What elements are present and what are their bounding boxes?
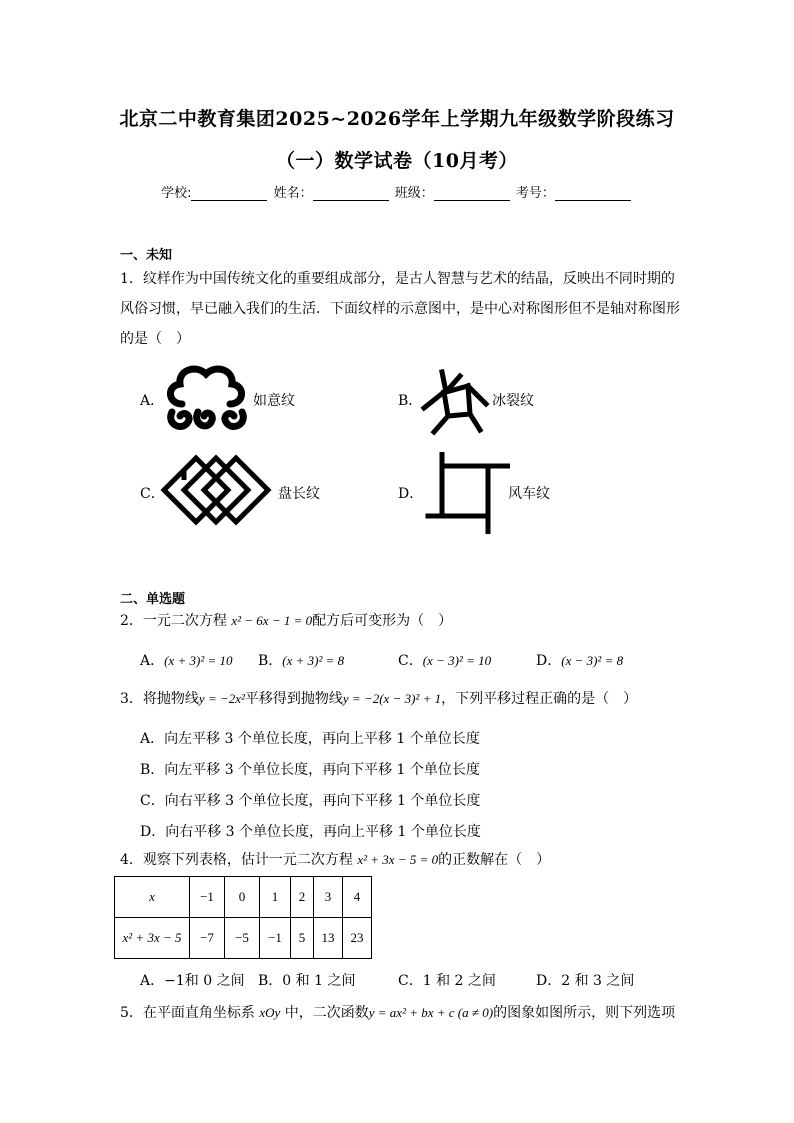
windmill-pattern-icon (424, 452, 510, 534)
q5-expr: y = ax² + bx + c (a ≠ 0) (368, 1005, 494, 1020)
q1-option-a-letter[interactable]: A． (140, 393, 165, 409)
question-4-stem: 4．观察下列表格，估计一元二次方程 x² + 3x − 5 = 0的正数解在（ ） (120, 852, 551, 868)
q4-equation: x² + 3x − 5 = 0 (357, 852, 439, 867)
q1-option-a-label: 如意纹 (253, 393, 295, 409)
ice-crack-pattern-icon (420, 368, 490, 436)
q3-option-b[interactable]: B．向左平移 3 个单位长度，再向下平移 1 个单位长度 (140, 762, 480, 778)
q2-stem-after: 配方后可变形为（ ） (312, 613, 453, 629)
table-row (115, 918, 372, 959)
exam-no-label: 考号： (515, 186, 555, 201)
q1-line3: 的是（ ） (120, 331, 190, 347)
student-info-line (0, 182, 794, 201)
q1-option-c-letter[interactable]: C． (140, 486, 165, 502)
q3-option-d[interactable]: D．向右平移 3 个单位长度，再向上平移 1 个单位长度 (140, 824, 481, 840)
q1-option-b-label: 冰裂纹 (492, 393, 534, 409)
table-cell: x (115, 877, 190, 918)
section-heading-2: 二、单选题 (120, 592, 186, 607)
q4-option-c[interactable]: C．1 和 2 之间 (398, 973, 496, 989)
question-5-stem: 5．在平面直角坐标系 xOy 中，二次函数y = ax² + bx + c (a ≠ 0)的图象如图所示，则下列选项 (120, 1005, 676, 1021)
table-cell: 4 (343, 877, 372, 918)
q5-coord: xOy (259, 1005, 281, 1020)
table-cell: 3 (314, 877, 343, 918)
q3-option-a[interactable]: A．向左平移 3 个单位长度，再向上平移 1 个单位长度 (140, 731, 480, 747)
q4-value-table (114, 876, 372, 959)
class-label: 班级： (394, 186, 434, 201)
ruyi-pattern-icon (162, 362, 252, 434)
q1-option-d-label: 风车纹 (508, 486, 550, 502)
q1-line1: 1．纹样作为中国传统文化的重要组成部分，是古人智慧与艺术的结晶，反映出不同时期的 (120, 271, 675, 287)
q2-option-c[interactable]: C．(x − 3)² = 10 (398, 653, 492, 669)
q2-stem-before: 2．一元二次方程 (120, 613, 232, 629)
q3-option-c[interactable]: C．向右平移 3 个单位长度，再向下平移 1 个单位长度 (140, 793, 481, 809)
q4-option-b[interactable]: B．0 和 1 之间 (258, 973, 356, 989)
q1-line2: 风俗习惯，早已融入我们的生活．下面纹样的示意图中，是中心对称图形但不是轴对称图形 (120, 301, 680, 317)
q4-option-d[interactable]: D．2 和 3 之间 (536, 973, 635, 989)
school-label: 学校: (161, 186, 192, 201)
q2-option-d[interactable]: D．(x − 3)² = 8 (536, 653, 624, 669)
table-cell: 13 (314, 918, 343, 959)
table-cell: −5 (225, 918, 260, 959)
table-cell: 5 (291, 918, 314, 959)
q2-option-b[interactable]: B．(x + 3)² = 8 (258, 653, 345, 669)
table-row (115, 877, 372, 918)
school-blank[interactable] (191, 188, 267, 201)
q2-equation: x² − 6x − 1 = 0 (231, 613, 313, 628)
q4-option-a[interactable]: A．−1和 0 之间 (140, 973, 245, 989)
question-2-stem (120, 606, 452, 636)
question-1-stem (120, 264, 680, 354)
table-cell: x² + 3x − 5 (115, 918, 190, 959)
panchang-knot-icon (160, 454, 278, 526)
section-heading-1: 一、未知 (120, 248, 173, 263)
q2-option-a[interactable]: A．(x + 3)² = 10 (140, 653, 233, 669)
name-label: 姓名： (273, 186, 313, 201)
table-cell: −1 (190, 877, 225, 918)
q1-option-b-letter[interactable]: B． (398, 393, 423, 409)
exam-no-blank[interactable] (555, 188, 631, 201)
q3-expr1: y = −2x² (198, 691, 245, 706)
table-cell: 23 (343, 918, 372, 959)
question-3-stem: 3．将抛物线y = −2x²平移得到抛物线y = −2(x − 3)² + 1，下列平移过程正确的是（ ） (120, 691, 638, 707)
table-cell: −1 (260, 918, 291, 959)
name-blank[interactable] (313, 188, 389, 201)
table-cell: 1 (260, 877, 291, 918)
q3-expr2: y = −2(x − 3)² + 1 (342, 691, 442, 706)
page-title: 北京二中教育集团2025~2026学年上学期九年级数学阶段练习 (119, 108, 675, 130)
page-subtitle: （一）数学试卷（10月考） (276, 150, 518, 172)
q1-option-c-label: 盘长纹 (278, 486, 320, 502)
table-cell: −7 (190, 918, 225, 959)
q1-option-d-letter[interactable]: D． (398, 486, 424, 502)
table-cell: 0 (225, 877, 260, 918)
class-blank[interactable] (434, 188, 510, 201)
table-cell: 2 (291, 877, 314, 918)
